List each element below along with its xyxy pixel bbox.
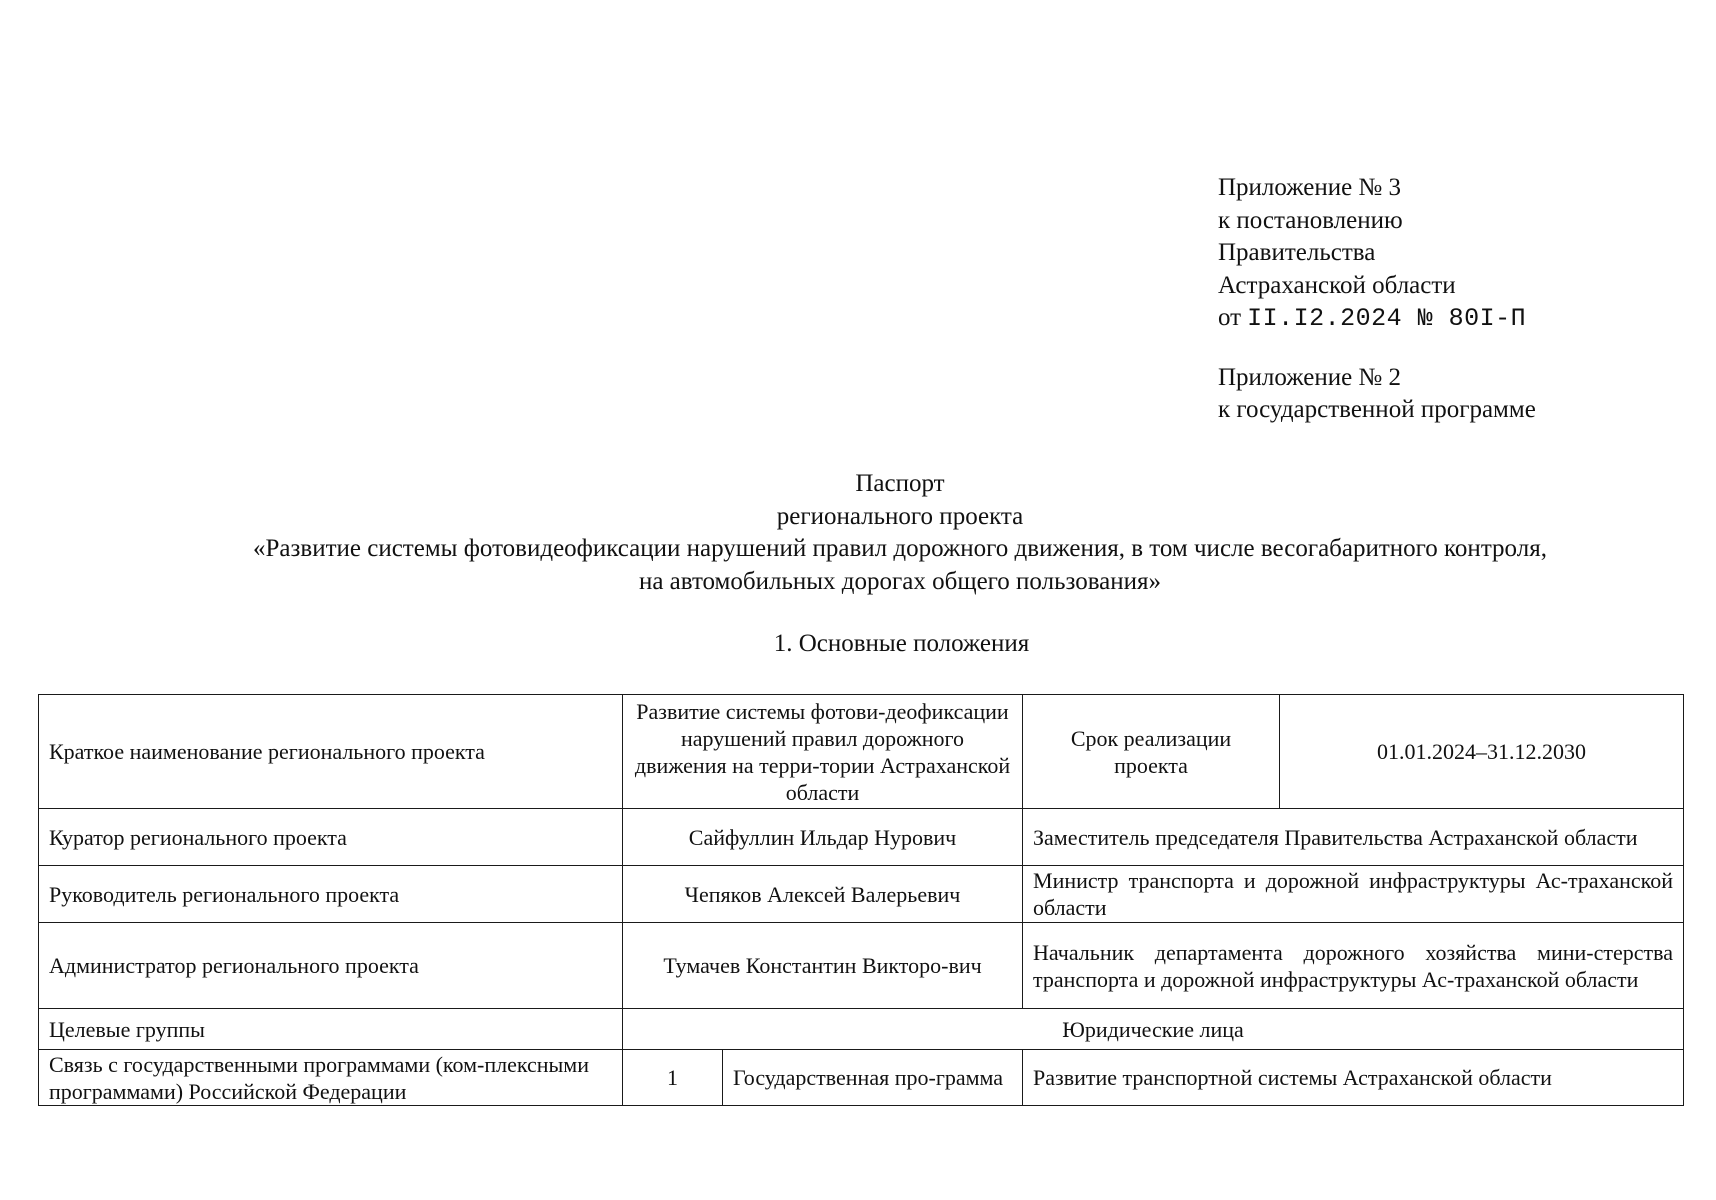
appendix-line: Приложение № 3	[1218, 174, 1402, 201]
short-name-label: Краткое наименование регионального проекта	[39, 695, 623, 809]
link-number: 1	[623, 1050, 723, 1106]
appendix-gap	[1218, 336, 1536, 362]
program-appendix-line: Приложение № 2	[1218, 363, 1402, 391]
admin-position: Начальник департамента дорожного хозяйства мини-стерства транспорта и дорожной инфраструктуры Ас-траханской области	[1023, 923, 1684, 1009]
title-line: «Развитие системы фотовидеофиксации нарушений правил дорожного движения, в том числе весогабаритного контроля,	[253, 535, 1547, 562]
table-row	[39, 1009, 1684, 1050]
passport-table	[38, 694, 1684, 1106]
head-name: Чепяков Алексей Валерьевич	[623, 866, 1023, 923]
table-row	[39, 1050, 1684, 1106]
table-row	[39, 695, 1684, 809]
head-position: Министр транспорта и дорожной инфраструктуры Ас-траханской области	[1023, 866, 1684, 923]
admin-label: Администратор регионального проекта	[39, 923, 623, 1009]
appendix-block	[1218, 172, 1536, 427]
table-row	[39, 809, 1684, 866]
term-value: 01.01.2024–31.12.2030	[1280, 695, 1684, 809]
term-label: Срок реализации проекта	[1023, 695, 1280, 809]
admin-name: Тумачев Константин Викторо-вич	[623, 923, 1023, 1009]
target-value: Юридические лица	[623, 1009, 1684, 1050]
appendix-date-prefix: от	[1218, 304, 1242, 331]
program-appendix-line: к государственной программе	[1218, 396, 1536, 423]
table-row	[39, 866, 1684, 923]
title-line: регионального проекта	[776, 502, 1024, 530]
link-value: Развитие транспортной системы Астраханской области	[1023, 1050, 1684, 1106]
target-label: Целевые группы	[39, 1009, 623, 1050]
appendix-line: к постановлению	[1218, 206, 1403, 234]
section-heading: 1. Основные положения	[773, 630, 1030, 657]
table-row	[39, 923, 1684, 1009]
short-name-value: Развитие системы фотови-деофиксации нарушений правил дорожного движения на терри-тории Астраханской области	[623, 695, 1023, 809]
curator-label: Куратор регионального проекта	[39, 809, 623, 866]
appendix-date-row	[1218, 302, 1536, 336]
curator-position: Заместитель председателя Правительства Астраханской области	[1023, 809, 1684, 866]
title-line: на автомобильных дорогах общего пользования»	[638, 567, 1162, 595]
title-line: Паспорт	[855, 470, 945, 497]
curator-name: Сайфуллин Ильдар Нурович	[623, 809, 1023, 866]
link-type: Государственная про-грамма	[723, 1050, 1023, 1106]
head-label: Руководитель регионального проекта	[39, 866, 623, 923]
link-label: Связь с государственными программами (ком-плексными программами) Российской Федерации	[39, 1050, 623, 1106]
appendix-line: Астраханской области	[1218, 271, 1456, 299]
resolution-stamp: II.I2.2024 № 80I-П	[1247, 304, 1527, 333]
appendix-line: Правительства	[1218, 239, 1376, 266]
document-title	[120, 468, 1680, 598]
